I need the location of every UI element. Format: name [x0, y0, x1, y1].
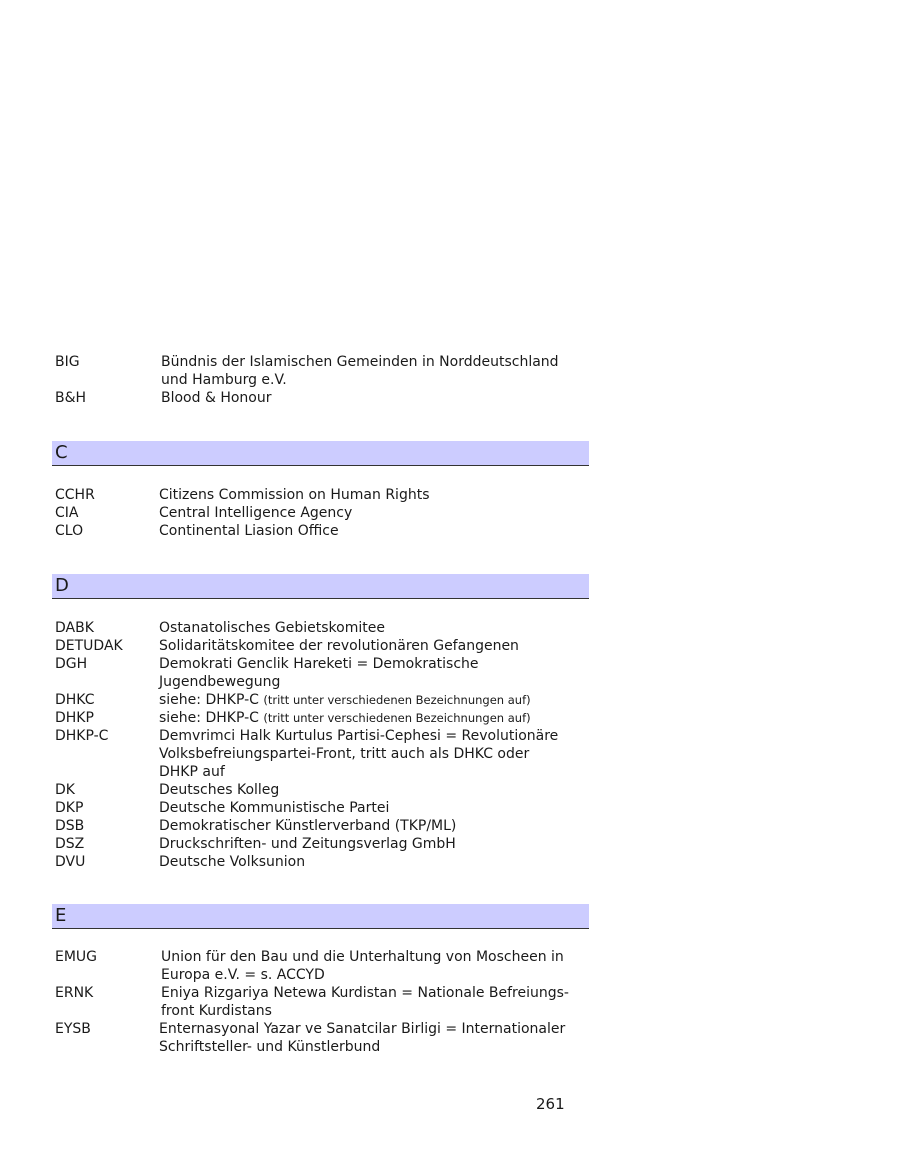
section-d-entries	[55, 619, 595, 871]
entry-definition-cont: Schriftsteller- und Künstlerbund	[159, 1039, 381, 1055]
entry-dsb	[55, 817, 595, 835]
entry-abbr: CIA	[55, 505, 79, 521]
entry-definition: Demokrati Genclik Hareketi = Demokratische	[159, 656, 479, 672]
entry-abbr: DKP	[55, 800, 84, 816]
entry-abbr: EMUG	[55, 949, 98, 965]
section-letter: D	[55, 575, 69, 596]
entry-dhkp-c	[55, 727, 595, 781]
entry-abbr: DHKP-C	[55, 728, 109, 744]
entry-abbr: DSZ	[55, 836, 85, 852]
entry-clo	[55, 522, 595, 540]
entry-ernk	[55, 984, 595, 1020]
entry-definition: Deutsche Volksunion	[159, 854, 306, 870]
entry-definition: siehe: DHKP-C	[159, 710, 259, 726]
entry-dsz	[55, 835, 595, 853]
entry-definition: Deutsche Kommunistische Partei	[159, 800, 390, 816]
entry-definition: Blood & Honour	[161, 390, 272, 406]
entry-definition: Solidaritätskomitee der revolutionären Gefangenen	[159, 638, 519, 654]
entry-definition: Citizens Commission on Human Rights	[159, 487, 430, 503]
entry-big	[55, 353, 595, 389]
entry-definition: Enternasyonal Yazar ve Sanatcilar Birligi = Internationaler	[159, 1021, 566, 1037]
entry-definition: Druckschriften- und Zeitungsverlag GmbH	[159, 836, 456, 852]
entry-abbr: DHKP	[55, 710, 94, 726]
entry-dk	[55, 781, 595, 799]
entry-detudak	[55, 637, 595, 655]
entry-eysb	[55, 1020, 595, 1056]
entry-abbr: DHKC	[55, 692, 95, 708]
entry-definition: siehe: DHKP-C	[159, 692, 259, 708]
entry-definition: Deutsches Kolleg	[159, 782, 280, 798]
entry-note: (tritt unter verschiedenen Bezeichnungen auf)	[263, 711, 531, 725]
entry-abbr: CLO	[55, 523, 84, 539]
entry-cia	[55, 504, 595, 522]
section-letter: C	[55, 442, 68, 463]
entry-definition-cont: Europa e.V. = s. ACCYD	[161, 967, 325, 983]
entry-cchr	[55, 486, 595, 504]
section-c-entries	[55, 486, 595, 540]
entry-definition-cont: Volksbefreiungspartei-Front, tritt auch als DHKC oder	[159, 746, 530, 762]
entry-definition: Demvrimci Halk Kurtulus Partisi-Cephesi = Revolutionäre	[159, 728, 559, 744]
page-number: 261	[536, 1095, 565, 1113]
entry-dkp	[55, 799, 595, 817]
entry-definition: Eniya Rizgariya Netewa Kurdistan = Nationale Befreiungs-	[161, 985, 569, 1001]
entry-dhkc	[55, 691, 595, 709]
entry-abbr: DABK	[55, 620, 94, 636]
section-letter: E	[55, 905, 67, 926]
entry-definition: Demokratischer Künstlerverband (TKP/ML)	[159, 818, 457, 834]
section-header-e	[52, 904, 589, 929]
entry-dhkp	[55, 709, 595, 727]
entry-definition: Central Intelligence Agency	[159, 505, 353, 521]
entry-abbr: DSB	[55, 818, 85, 834]
section-header-d	[52, 574, 589, 599]
entry-abbr: DK	[55, 782, 75, 798]
entry-dvu	[55, 853, 595, 871]
entry-dabk	[55, 619, 595, 637]
entry-abbr: EYSB	[55, 1021, 91, 1037]
entry-definition-cont: und Hamburg e.V.	[161, 372, 287, 388]
entry-definition: Bündnis der Islamischen Gemeinden in Norddeutschland	[161, 354, 559, 370]
entry-abbr: B&H	[55, 390, 87, 406]
entry-abbr: BIG	[55, 354, 80, 370]
section-b-entries	[55, 353, 595, 407]
entry-abbr: DETUDAK	[55, 638, 123, 654]
entry-abbr: ERNK	[55, 985, 94, 1001]
entry-note: (tritt unter verschiedenen Bezeichnungen auf)	[263, 693, 531, 707]
entry-abbr: DVU	[55, 854, 86, 870]
entry-definition-cont: front Kurdistans	[161, 1003, 272, 1019]
entry-b-h	[55, 389, 595, 407]
entry-definition-cont: DHKP auf	[159, 764, 225, 780]
entry-dgh	[55, 655, 595, 691]
section-e-entries	[55, 948, 595, 1056]
section-header-c	[52, 441, 589, 466]
entry-abbr: DGH	[55, 656, 88, 672]
entry-abbr: CCHR	[55, 487, 95, 503]
entry-definition: Union für den Bau und die Unterhaltung von Moscheen in	[161, 949, 564, 965]
entry-emug	[55, 948, 595, 984]
entry-definition-cont: Jugendbewegung	[159, 674, 281, 690]
entry-definition: Ostanatolisches Gebietskomitee	[159, 620, 385, 636]
entry-definition: Continental Liasion Office	[159, 523, 339, 539]
